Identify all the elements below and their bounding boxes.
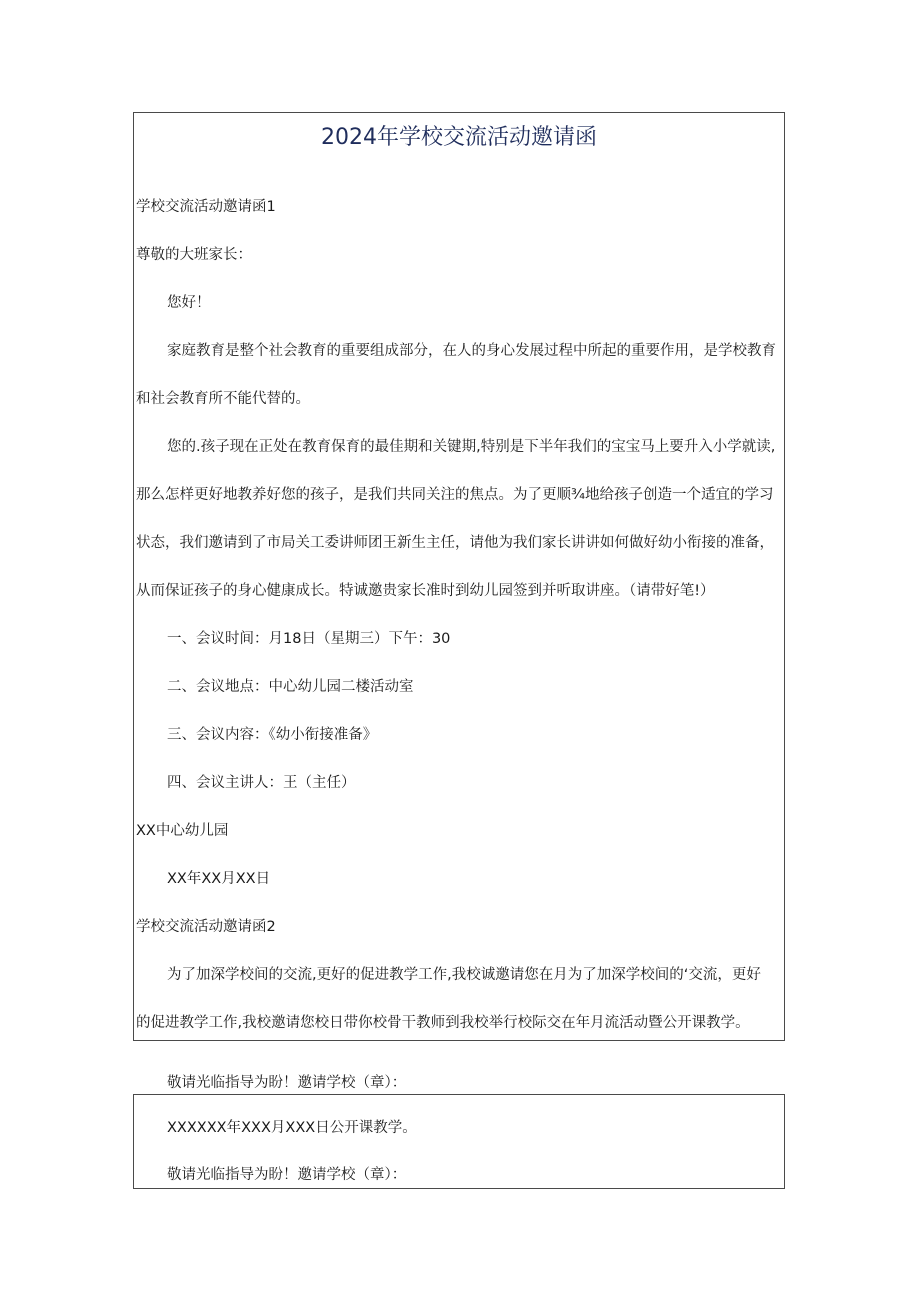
paragraph-1-line-2: 和社会教育所不能代替的。 <box>136 391 310 407</box>
paragraph-2-line-4: 从而保证孩子的身心健康成长。特诚邀贵家长准时到幼儿园签到并听取讲座。（请带好笔!） <box>136 583 715 599</box>
paragraph-1-line-1: 家庭教育是整个社会教育的重要组成部分，在人的身心发展过程中所起的重要作用，是学校教育 <box>167 343 776 359</box>
greeting: 您好！ <box>167 295 211 311</box>
paragraph-2-line-1: 您的.孩子现在正处在教育保育的最佳期和关键期,特别是下半年我们的宝宝马上要升入小学就读, <box>167 439 776 455</box>
closing-line-1: 敬请光临指导为盼！邀请学校（章）： <box>167 1075 407 1091</box>
letter2-date-line: XXXXXX年XXX月XXX日公开课教学。 <box>167 1120 417 1136</box>
meeting-time: 一、会议时间：月18日（星期三）下午：30 <box>167 631 451 647</box>
meeting-location: 二、会议地点：中心幼儿园二楼活动室 <box>167 679 414 695</box>
letter2-paragraph-line-2: 的促进教学工作,我校邀请您校日带你校骨干教师到我校举行校际交在年月流活动暨公开课教学。 <box>136 1015 750 1031</box>
paragraph-2-line-3: 状态，我们邀请到了市局关工委讲师团王新生主任，请他为我们家长讲讲如何做好幼小衔接的准备， <box>136 535 774 551</box>
letter2-heading: 学校交流活动邀请函2 <box>136 919 276 935</box>
page-title: 2024年学校交流活动邀请函 <box>321 125 597 150</box>
closing-line-2: 敬请光临指导为盼！邀请学校（章）： <box>167 1167 407 1183</box>
meeting-speaker: 四、会议主讲人：王（主任） <box>167 775 356 791</box>
organization: XX中心幼儿园 <box>136 823 229 839</box>
paragraph-2-line-2: 那么怎样更好地教养好您的孩子，是我们共同关注的焦点。为了更顺¾地给孩子创造一个适宜的学习 <box>136 487 774 503</box>
letter2-paragraph-line-1: 为了加深学校间的交流,更好的促进教学工作,我校诚邀请您在月为了加深学校间的‘交流，更好 <box>167 967 761 983</box>
letter1-heading: 学校交流活动邀请函1 <box>136 199 276 215</box>
meeting-content: 三、会议内容：《幼小衔接准备》 <box>167 727 378 743</box>
letter1-date: XX年XX月XX日 <box>167 871 271 887</box>
salutation: 尊敬的大班家长： <box>136 247 252 263</box>
